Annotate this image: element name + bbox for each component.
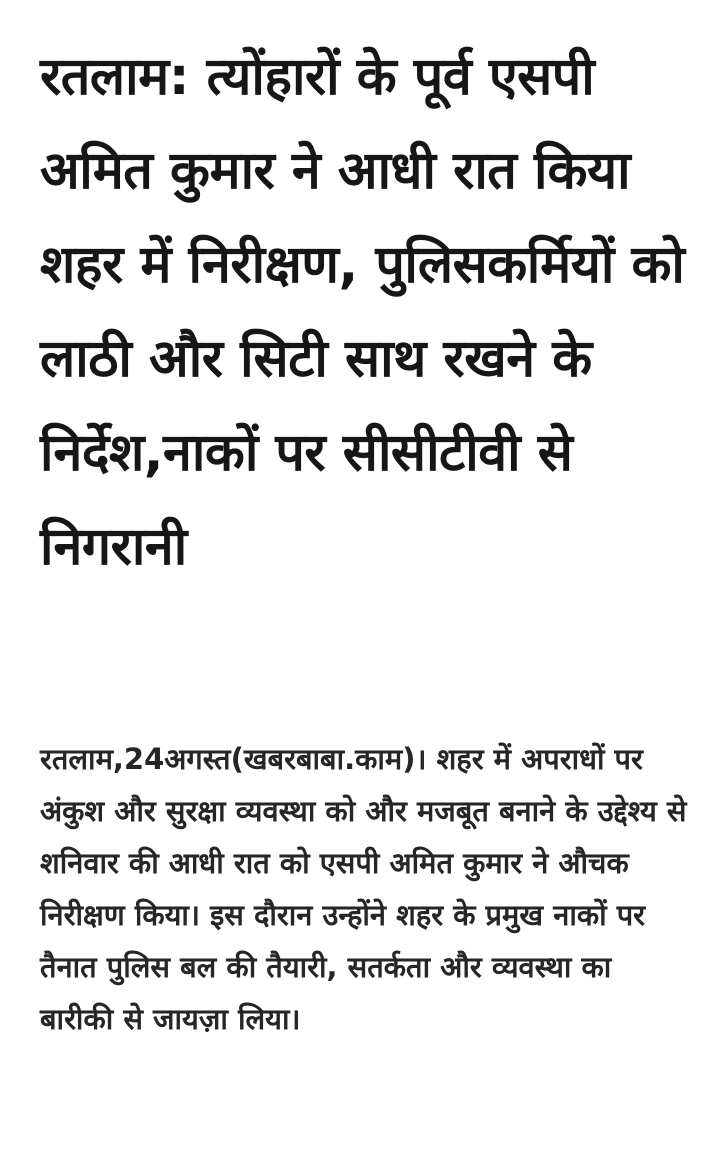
article-body-paragraph: रतलाम,24अगस्त(खबरबाबा.काम)। शहर में अपराधों पर अंकुश और सुरक्षा व्यवस्था को और मजबूत बनाने के उद्देश्य से शनिवार की आधी रात को एसपी अमित कुमार ने औचक निरीक्षण किया। इस दौरान उन्होंने शहर के प्रमुख नाकों पर तैनात पुलिस बल की तैयारी, सतर्कता और व्यवस्था का बारीकी से जायज़ा लिया। (40, 742, 687, 1036)
news-article (40, 30, 690, 594)
article-headline: रतलाम: त्योंहारों के पूर्व एसपी अमित कुमार ने आधी रात किया शहर में निरीक्षण, पुलिसकर्मियों को लाठी और सिटी साथ रखने के निर्देश,नाकों पर सीसीटीवी से निगरानी (40, 47, 685, 577)
